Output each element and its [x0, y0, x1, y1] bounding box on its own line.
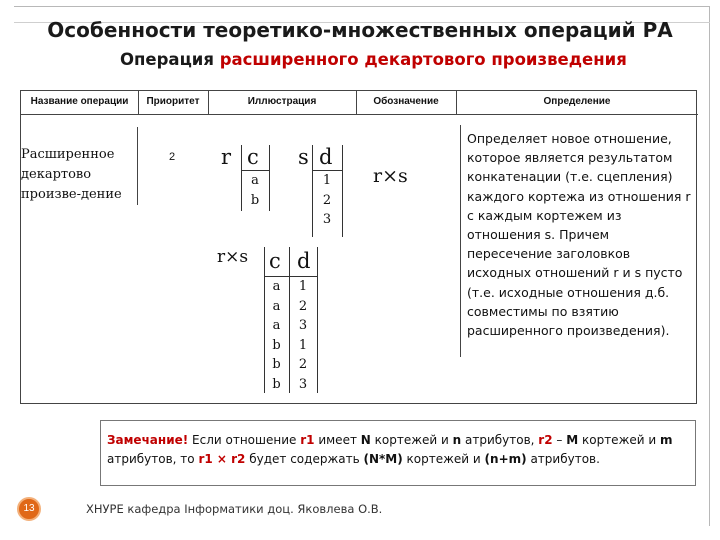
notation-symbol: r×s	[373, 165, 408, 187]
remark-label: Замечание!	[107, 433, 189, 447]
result-cell: b	[272, 357, 281, 372]
result-column-d	[289, 277, 317, 394]
relation-r-name: r	[221, 145, 232, 169]
result-cell: b	[272, 376, 281, 392]
result-attribute-d: d	[297, 249, 311, 273]
operation-name-line: произве-дение	[21, 187, 122, 202]
column-separator	[138, 91, 139, 115]
slide-number-badge: 13	[17, 497, 41, 521]
remark-N: N	[360, 433, 371, 447]
remark-box	[100, 420, 696, 486]
remark-text: атрибутов,	[461, 433, 539, 447]
definition-cell-border	[460, 125, 461, 357]
remark-nm: (n+m)	[484, 452, 527, 466]
result-relation-name: r×s	[217, 247, 249, 267]
relation-s-value: 3	[322, 212, 332, 227]
relation-s-values	[312, 171, 342, 230]
relation-r-value: a	[251, 173, 259, 188]
subtitle-highlight: расширенного декартового произведения	[219, 50, 627, 69]
remark-text: –	[552, 433, 567, 447]
relation-s-name: s	[298, 145, 309, 169]
slide-title: Особенности теоретико-множественных операций РА	[47, 18, 673, 42]
slide-subtitle	[120, 50, 627, 69]
column-separator	[356, 91, 357, 115]
result-cell: a	[272, 298, 281, 314]
remark-product: r1 × r2	[198, 452, 246, 466]
remark-text: Если отношение	[188, 433, 301, 447]
column-separator	[456, 91, 457, 115]
priority-value: 2	[169, 151, 176, 163]
result-cell: 3	[298, 318, 308, 333]
relation-r-attribute: c	[247, 145, 259, 169]
remark-r1: r1	[300, 433, 315, 447]
header-illustration: Иллюстрация	[208, 91, 356, 115]
remark-text: имеет	[314, 433, 361, 447]
header-operation-name: Название операции	[21, 91, 138, 115]
relation-s-value: 1	[322, 173, 332, 188]
remark-text: кортежей и	[370, 433, 453, 447]
operation-table	[20, 90, 697, 404]
result-cell: 1	[298, 279, 308, 294]
result-cell: 2	[298, 298, 308, 314]
remark-M: M	[566, 433, 579, 447]
result-cell: 3	[298, 376, 308, 392]
result-right-border	[317, 247, 318, 393]
header-definition: Определение	[456, 91, 698, 115]
remark-text: кортежей и	[402, 452, 485, 466]
operation-name	[21, 145, 136, 205]
relation-s-right-border	[342, 145, 343, 237]
result-cell: 2	[298, 357, 308, 372]
relation-r-value: b	[250, 192, 260, 208]
name-cell-border	[137, 127, 138, 205]
header-notation: Обозначение	[356, 91, 456, 115]
header-priority: Приоритет	[138, 91, 208, 115]
remark-text: атрибутов.	[526, 452, 600, 466]
operation-name-line: Расширенное	[21, 147, 115, 162]
remark-m: m	[660, 433, 673, 447]
remark-r2: r2	[538, 433, 553, 447]
remark-text: будет содержать	[245, 452, 364, 466]
result-cell: 1	[298, 337, 308, 353]
remark-NM: (N*M)	[363, 452, 403, 466]
relation-r-values	[241, 171, 269, 210]
operation-name-line: декартово	[21, 167, 92, 182]
relation-s-attribute: d	[319, 145, 333, 169]
remark-text: кортежей и	[578, 433, 660, 447]
result-column-c	[264, 277, 289, 394]
definition-text: Определяет новое отношение, которое является результатом конкатенации (т.е. сцепления) каждого кортежа из отношения r с каждым кортежем из отношения s. Причем пересечение заголовков исходных отношений r и s пусто (т.е. исходные отношения д.б. совместимы по взятию расширенного произведения).	[467, 131, 691, 339]
subtitle-prefix: Операция	[120, 50, 220, 69]
relation-r-right-border	[269, 145, 270, 211]
result-attribute-c: c	[269, 249, 281, 273]
column-separator	[208, 91, 209, 115]
footer-text: ХНУРЕ кафедра Інформатики доц. Яковлева О.В.	[86, 502, 383, 516]
remark-n: n	[452, 433, 462, 447]
result-cell: a	[272, 279, 281, 294]
relation-s-value: 2	[322, 192, 332, 208]
result-cell: b	[272, 337, 281, 353]
remark-text: атрибутов, то	[107, 452, 199, 466]
result-cell: a	[272, 318, 281, 333]
